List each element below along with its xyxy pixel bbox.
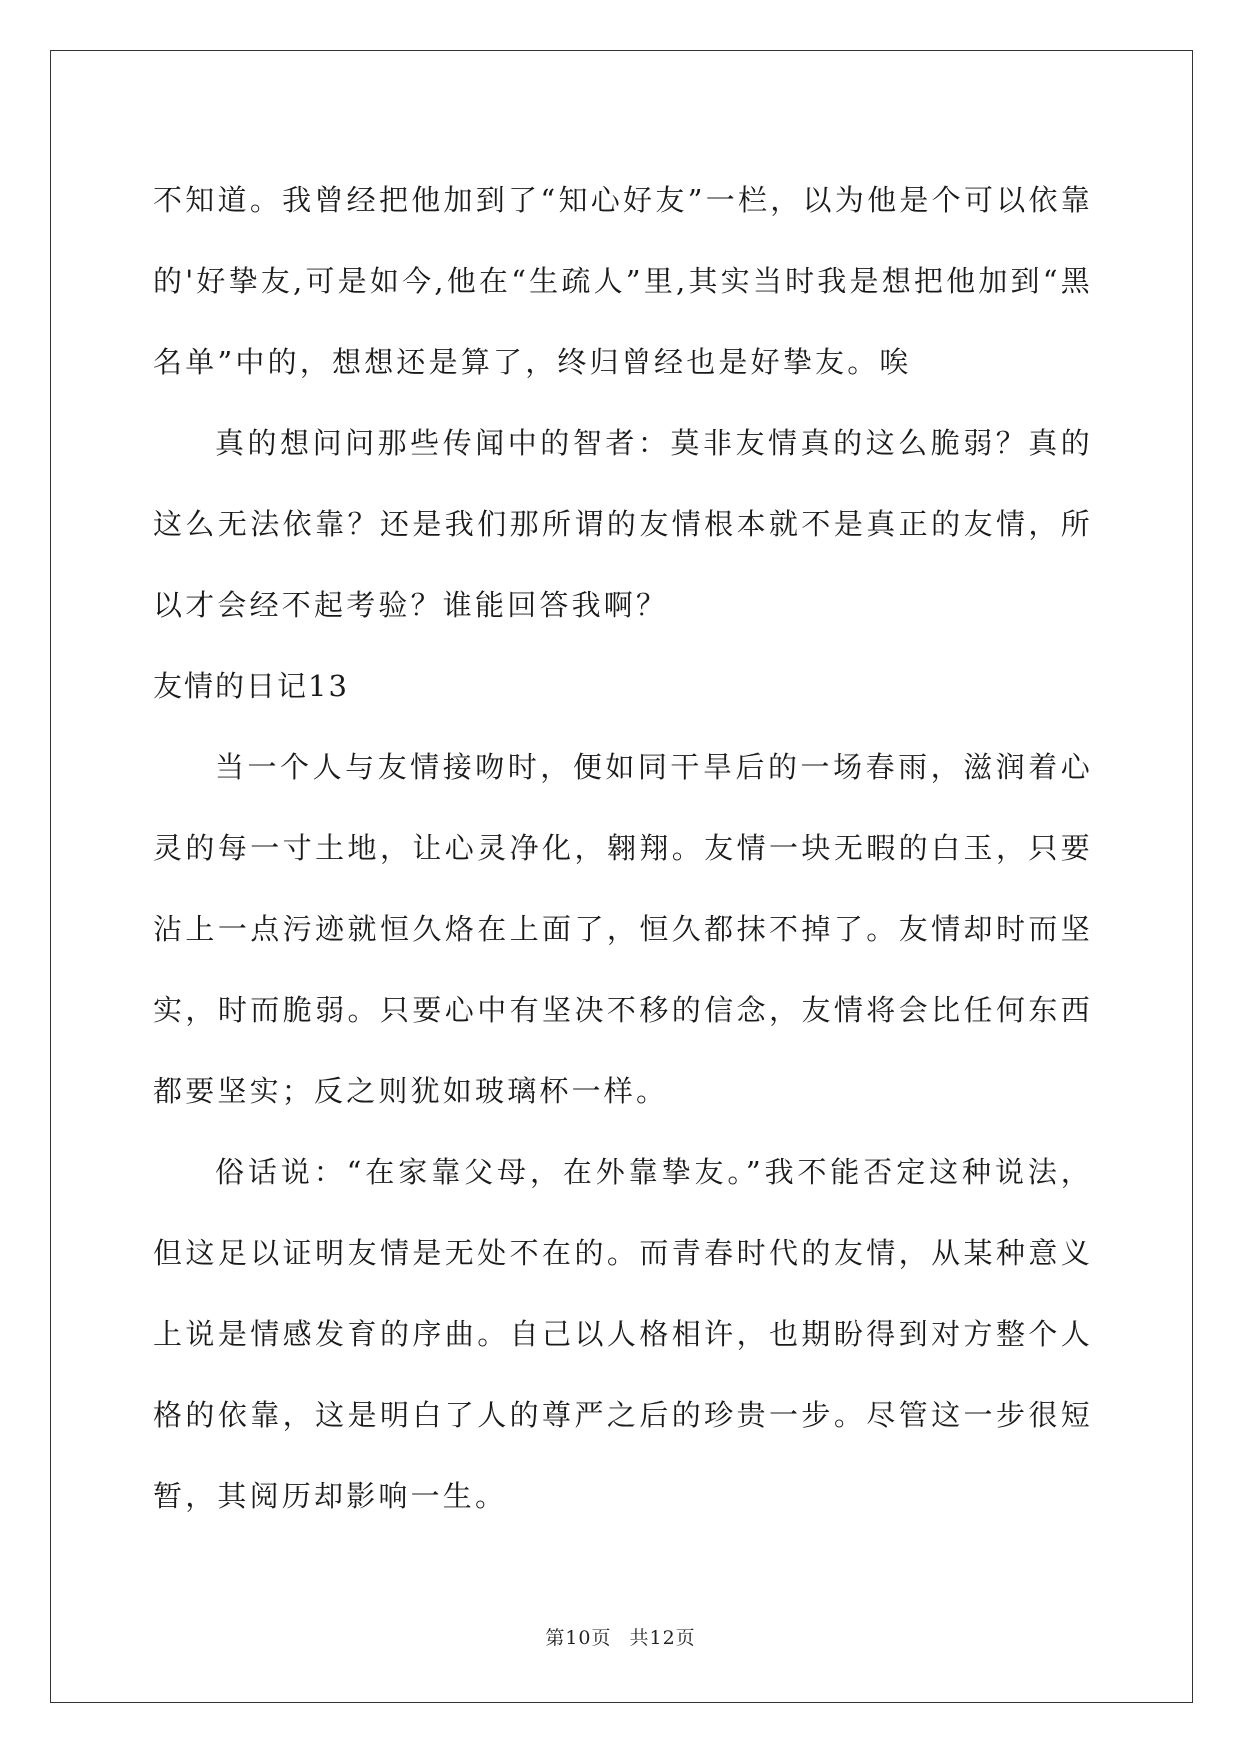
paragraph-question: 真的想问问那些传闻中的智者：莫非友情真的这么脆弱？真的这么无法依靠？还是我们那所谓的友情根本就不是真正的友情，所以才会经不起考验？谁能回答我啊？ [153, 426, 1093, 622]
document-body [153, 160, 1093, 1537]
section-heading: 友情的日记13 [153, 669, 349, 703]
paragraph-continued: 不知道。我曾经把他加到了“知心好友”一栏，以为他是个可以依靠的'好挚友,可是如今,他在“生疏人”里,其实当时我是想把他加到“黑名单”中的，想想还是算了，终归曾经也是好挚友。唉 [153, 183, 1093, 379]
paragraph-proverb: 俗话说：“在家靠父母，在外靠挚友。”我不能否定这种说法，但这足以证明友情是无处不在的。而青春时代的友情，从某种意义上说是情感发育的序曲。自己以人格相许，也期盼得到对方整个人格的依靠，这是明白了人的尊严之后的珍贵一步。尽管这一步很短暂，其阅历却影响一生。 [153, 1155, 1093, 1513]
page-number-total: 共12页 [629, 1627, 696, 1649]
page-number-current: 第10页 [545, 1627, 612, 1649]
page-footer [0, 1626, 1241, 1650]
paragraph-friendship-kiss: 当一个人与友情接吻时，便如同干旱后的一场春雨，滋润着心灵的每一寸土地，让心灵净化，翱翔。友情一块无暇的白玉，只要沾上一点污迹就恒久烙在上面了，恒久都抹不掉了。友情却时而坚实，时而脆弱。只要心中有坚决不移的信念，友情将会比任何东西都要坚实；反之则犹如玻璃杯一样。 [153, 750, 1093, 1108]
